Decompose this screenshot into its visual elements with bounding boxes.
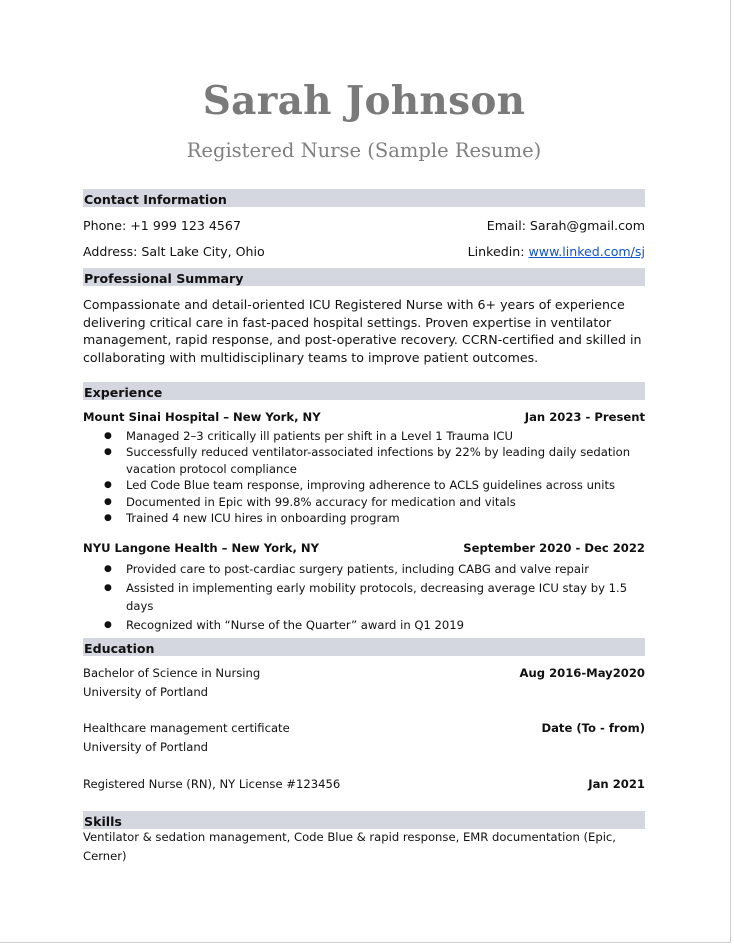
skills-text: Ventilator & sedation management, Code Blue & rapid response, EMR documentation (Epic, Cerner) (83, 830, 616, 863)
summary-text: Compassionate and detail-oriented ICU Registered Nurse with 6+ years of experience delivering critical care in fast-paced hospital settings. Proven expertise in ventilator management, rapid response, and post-operative recovery. CCRN-certified and skilled in collaborating with multidisciplinary teams to improve patient outcomes. (83, 297, 642, 365)
resume-name: Sarah Johnson (202, 78, 526, 124)
list-item: ● Managed 2–3 critically ill patients per shift in a Level 1 Trauma ICU (83, 428, 645, 444)
contact-row-2 (83, 243, 645, 260)
education-entry-1 (83, 664, 645, 701)
education-school: University of Portland (83, 684, 209, 699)
job-employer: NYU Langone Health – New York, NY (83, 541, 320, 555)
list-item: ● Assisted in implementing early mobility protocols, decreasing average ICU stay by 1.5 days (83, 579, 645, 616)
job-2-bullets (83, 560, 645, 634)
education-title: Healthcare management certificate (83, 721, 290, 735)
address-text: Address: Salt Lake City, Ohio (83, 244, 265, 259)
education-title: Registered Nurse (RN), NY License #123456 (83, 777, 341, 791)
summary-heading-band (83, 268, 645, 286)
education-dates: Jan 2021 (588, 777, 645, 791)
skills-heading: Skills (84, 814, 122, 829)
skills-heading-band (83, 811, 645, 829)
contact-heading: Contact Information (84, 192, 227, 207)
list-item: ● Documented in Epic with 99.8% accuracy for medication and vitals (83, 494, 645, 510)
experience-heading-band (83, 382, 645, 400)
list-item: ● Provided care to post-cardiac surgery patients, including CABG and valve repair (83, 560, 645, 579)
linkedin-field (468, 243, 645, 260)
education-title: Bachelor of Science in Nursing (83, 666, 261, 680)
list-item: ● Successfully reduced ventilator-associated infections by 22% by leading daily sedation vacation protocol compliance (83, 444, 645, 477)
job-header-1 (83, 409, 645, 426)
education-school: University of Portland (83, 739, 209, 754)
education-dates: Aug 2016-May2020 (519, 666, 645, 680)
education-heading: Education (84, 641, 155, 656)
linkedin-label: Linkedin: (467, 244, 529, 259)
resume-title: Registered Nurse (Sample Resume) (186, 139, 542, 162)
education-dates: Date (To - from) (541, 721, 645, 735)
email-text: Email: Sarah@gmail.com (486, 218, 645, 233)
education-heading-band (83, 638, 645, 656)
job-dates: September 2020 - Dec 2022 (463, 541, 645, 555)
list-item: ● Trained 4 new ICU hires in onboarding program (83, 510, 645, 526)
job-dates: Jan 2023 - Present (524, 410, 645, 424)
job-header-2 (83, 540, 645, 557)
list-item: ● Recognized with “Nurse of the Quarter” award in Q1 2019 (83, 616, 645, 635)
education-entry-3 (83, 775, 645, 794)
linkedin-link[interactable]: www.linked.com/sj (528, 244, 645, 259)
contact-heading-band (83, 189, 645, 207)
phone-text: Phone: +1 999 123 4567 (83, 218, 241, 233)
experience-heading: Experience (84, 385, 163, 400)
summary-heading: Professional Summary (84, 271, 244, 286)
list-item: ● Led Code Blue team response, improving adherence to ACLS guidelines across units (83, 477, 645, 493)
job-employer: Mount Sinai Hospital – New York, NY (83, 410, 321, 424)
contact-row-1 (83, 217, 645, 234)
job-1-bullets (83, 428, 645, 526)
education-entry-2 (83, 719, 645, 756)
